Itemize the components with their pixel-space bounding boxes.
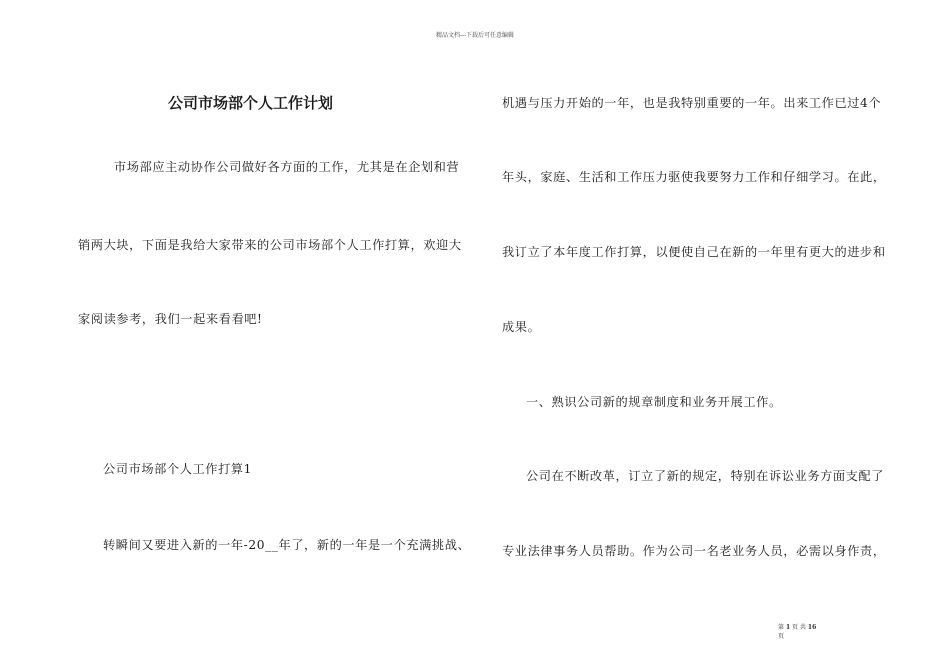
page-suffix: 页 [778,633,785,640]
paragraph-line: 市场部应主动协作公司做好各方面的工作，尤其是在企划和营 [114,160,460,174]
paragraph-line: 公司在不断改革，订立了新的规定，特别在诉讼业务方面支配了 [526,469,885,483]
page-prefix: 第 [778,624,785,631]
paragraph-line: 专业法律事务人员帮助。作为公司一名老业务人员，必需以身作责， [502,544,886,558]
paragraph-line: 转瞬间又要进入新的一年-20__年了，新的一年是一个充满挑战、 [103,538,471,552]
page-mid: 页 共 [792,624,806,631]
page-header-note: 精品文档---下载后可任意编辑 [435,32,515,39]
section-heading: 一、熟识公司新的规章制度和业务开展工作。 [526,395,782,409]
paragraph-line: 家阅读参考，我们一起来看看吧! [78,312,263,326]
paragraph-line: 年头，家庭、生活和工作压力驱使我要努力工作和仔细学习。在此， [502,170,886,184]
section-heading: 公司市场部个人工作打算1 [103,462,253,476]
paragraph-line: 销两大块，下面是我给大家带来的公司市场部个人工作打算，欢迎大 [78,238,462,252]
paragraph-line: 机遇与压力开始的一年，也是我特别重要的一年。出来工作已过4个 [502,96,882,110]
paragraph-line: 我订立了本年度工作打算，以便使自己在新的一年里有更大的进步和 [502,245,886,259]
document-title: 公司市场部个人工作计划 [168,94,334,112]
paragraph-line: 成果。 [502,320,541,334]
page-total: 16 [807,624,817,631]
page-current: 1 [785,624,791,631]
page-number [778,623,816,641]
